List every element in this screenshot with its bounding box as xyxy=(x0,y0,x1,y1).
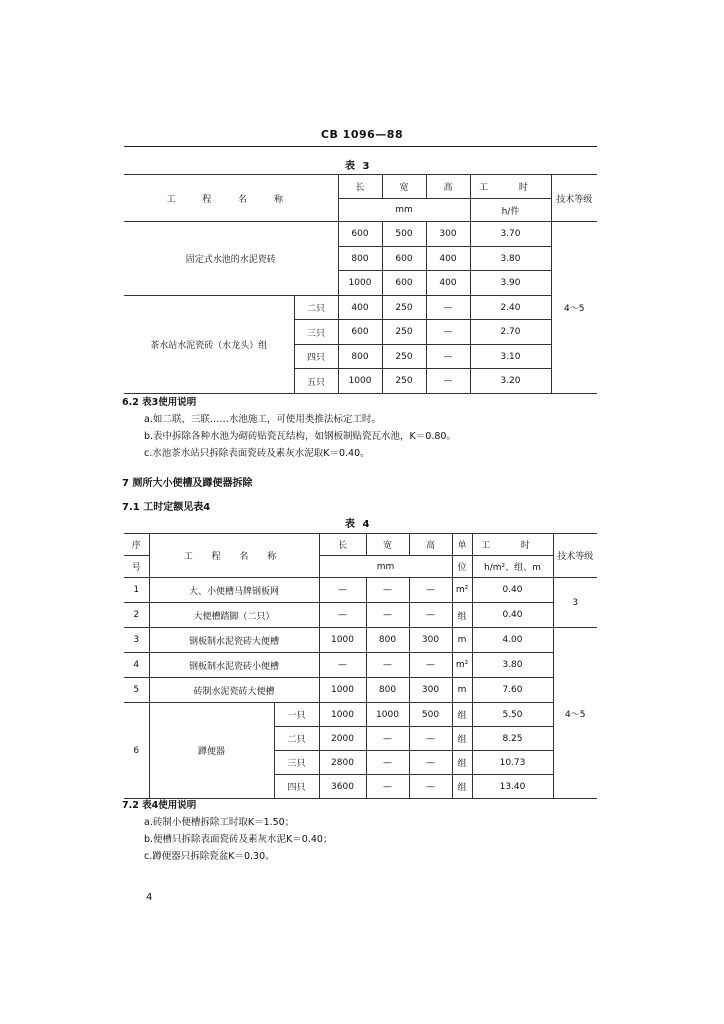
t4-cell: — xyxy=(366,751,409,775)
t3-cell: 600 xyxy=(338,320,382,345)
t4-head-hgt: 高 xyxy=(409,534,452,556)
table3-caption: 表 3 xyxy=(345,161,372,172)
t3-head-len: 长 xyxy=(338,175,382,199)
t4-name: 钢板制水泥瓷砖小便槽 xyxy=(149,653,319,678)
t3-cell: 3.70 xyxy=(470,222,551,247)
t4-no: 2 xyxy=(124,603,149,628)
note-7-2-a: a.砖制小便槽拆除工时取K＝1.50； xyxy=(144,817,295,828)
t3-cell: 600 xyxy=(382,271,426,296)
t3-cell: 600 xyxy=(382,247,426,271)
t4-cell: 0.40 xyxy=(472,578,553,603)
t3-cell: 400 xyxy=(426,271,470,296)
t4-unit: 组 xyxy=(452,751,472,775)
t4-cell: 1000 xyxy=(366,703,409,727)
t4-cell: 300 xyxy=(409,628,452,653)
notes-6-2-title: 6.2 表3使用说明 xyxy=(122,397,197,408)
t4-cell: — xyxy=(366,775,409,799)
t3-head-hours: 工 时 xyxy=(470,175,551,199)
t3-cell: — xyxy=(426,369,470,394)
t4-cell: 1000 xyxy=(319,628,366,653)
t4-head-grade: 技术等级 xyxy=(553,534,597,578)
t4-head-unit2: 位 xyxy=(452,556,472,578)
t3-cell: 1000 xyxy=(338,369,382,394)
t4-cell: 5.50 xyxy=(472,703,553,727)
t4-head-wid: 宽 xyxy=(366,534,409,556)
t4-no: 3 xyxy=(124,628,149,653)
t4-head-len: 长 xyxy=(319,534,366,556)
t3-cell: 250 xyxy=(382,345,426,369)
t4-sub: 三只 xyxy=(274,751,319,775)
note-7-2-c: c.蹲便器只拆除瓷盆K＝0.30。 xyxy=(144,851,275,862)
notes-7-2 xyxy=(122,797,332,865)
t4-sub: 四只 xyxy=(274,775,319,799)
t4-head-seq1: 序 xyxy=(124,534,149,556)
t4-cell: 3.80 xyxy=(472,653,553,678)
t3-sub: 二只 xyxy=(294,296,338,320)
t4-no: 5 xyxy=(124,678,149,703)
t4-sub: 二只 xyxy=(274,727,319,751)
t3-group1-name: 固定式水池的水泥瓷砖 xyxy=(124,222,338,296)
notes-7-2-title: 7.2 表4使用说明 xyxy=(122,800,197,811)
t4-head-hours-unit: h/m²、组、m xyxy=(472,556,553,578)
t4-cell: 500 xyxy=(409,703,452,727)
t4-no: 1 xyxy=(124,578,149,603)
t3-cell: 2.40 xyxy=(470,296,551,320)
note-6-2-a: a.如二联、三联……水池施工，可使用类推法标定工时。 xyxy=(144,414,381,425)
t4-cell: 800 xyxy=(366,628,409,653)
note-6-2-c: c.水池茶水站只拆除表面瓷砖及素灰水泥取K＝0.40。 xyxy=(144,448,370,459)
t4-cell: 800 xyxy=(366,678,409,703)
t3-head-grade: 技术等级 xyxy=(551,175,597,222)
t4-cell: 0.40 xyxy=(472,603,553,628)
t4-head-hours: 工 时 xyxy=(472,534,553,556)
t3-cell: 3.20 xyxy=(470,369,551,394)
t3-cell: 500 xyxy=(382,222,426,247)
t3-cell: 800 xyxy=(338,247,382,271)
t3-group2-name: 茶水站水泥瓷砖（水龙头）组 xyxy=(124,296,294,394)
t4-cell: — xyxy=(366,653,409,678)
table-4 xyxy=(124,533,597,799)
t4-cell: — xyxy=(319,578,366,603)
t4-name: 砖制水泥瓷砖大便槽 xyxy=(149,678,319,703)
t4-head-name: 工 程 名 称 xyxy=(149,534,319,578)
t4-cell: — xyxy=(409,727,452,751)
t3-cell: 1000 xyxy=(338,271,382,296)
document-code-header: CB 1096—88 xyxy=(320,128,404,141)
t4-cell: — xyxy=(319,603,366,628)
t3-cell: 3.80 xyxy=(470,247,551,271)
t3-cell: — xyxy=(426,296,470,320)
t3-cell: 400 xyxy=(426,247,470,271)
t4-cell: 300 xyxy=(409,678,452,703)
t4-head-seq2: 号 xyxy=(124,556,149,578)
table-3 xyxy=(124,174,597,394)
t4-group6-name: 蹲便器 xyxy=(149,703,274,799)
table4-caption: 表 4 xyxy=(345,519,372,530)
t4-cell: — xyxy=(366,727,409,751)
t4-unit: m² xyxy=(452,578,472,603)
t4-name: 大便槽踏脚（二只） xyxy=(149,603,319,628)
t4-cell: 7.60 xyxy=(472,678,553,703)
t4-head-mm: mm xyxy=(319,556,452,578)
t3-cell: — xyxy=(426,345,470,369)
section-7-heading: 7 厕所大小便槽及蹲便器拆除 xyxy=(122,478,253,489)
note-6-2-b: b.表中拆除各种水池为砌砖贴瓷瓦结构，如钢板制贴瓷瓦水池，K＝0.80。 xyxy=(144,431,456,442)
t4-cell: 1000 xyxy=(319,703,366,727)
t4-cell: — xyxy=(319,653,366,678)
t4-head-unit1: 单 xyxy=(452,534,472,556)
t4-cell: 10.73 xyxy=(472,751,553,775)
t3-cell: 800 xyxy=(338,345,382,369)
t4-cell: — xyxy=(366,578,409,603)
t3-cell: 2.70 xyxy=(470,320,551,345)
t4-grade-a: 3 xyxy=(553,578,597,628)
t3-cell: 400 xyxy=(338,296,382,320)
t3-head-wid: 宽 xyxy=(382,175,426,199)
t3-cell: 300 xyxy=(426,222,470,247)
t3-cell: 600 xyxy=(338,222,382,247)
t4-cell: 13.40 xyxy=(472,775,553,799)
page-number: 4 xyxy=(146,892,153,903)
t4-name: 钢板制水泥瓷砖大便槽 xyxy=(149,628,319,653)
t4-unit: m xyxy=(452,678,472,703)
t4-cell: — xyxy=(409,775,452,799)
header-rule xyxy=(124,146,597,147)
t3-cell: 3.90 xyxy=(470,271,551,296)
t4-grade-b: 4～5 xyxy=(553,628,597,799)
t4-cell: — xyxy=(409,653,452,678)
t4-sub: 一只 xyxy=(274,703,319,727)
t4-no: 4 xyxy=(124,653,149,678)
t4-no: 6 xyxy=(124,703,149,799)
t3-head-mm: mm xyxy=(338,199,470,222)
t4-cell: 2800 xyxy=(319,751,366,775)
t4-unit: m² xyxy=(452,653,472,678)
t4-cell: — xyxy=(409,751,452,775)
t4-cell: 1000 xyxy=(319,678,366,703)
t4-unit: 组 xyxy=(452,727,472,751)
notes-6-2 xyxy=(122,394,456,462)
t4-name: 大、小便槽马牌钢板网 xyxy=(149,578,319,603)
t3-cell: — xyxy=(426,320,470,345)
section-7-1-heading: 7.1 工时定额见表4 xyxy=(122,502,211,513)
t4-cell: 3600 xyxy=(319,775,366,799)
t3-head-hgt: 高 xyxy=(426,175,470,199)
note-7-2-b: b.便槽只拆除表面瓷砖及素灰水泥K＝0.40； xyxy=(144,834,333,845)
t4-cell: — xyxy=(409,603,452,628)
t4-cell: 4.00 xyxy=(472,628,553,653)
t3-cell: 250 xyxy=(382,369,426,394)
t3-head-name: 工 程 名 称 xyxy=(124,175,338,222)
t3-cell: 250 xyxy=(382,296,426,320)
t3-head-hours-unit: h/件 xyxy=(470,199,551,222)
t4-unit: 组 xyxy=(452,603,472,628)
t3-cell: 250 xyxy=(382,320,426,345)
t4-unit: m xyxy=(452,628,472,653)
t3-grade-value: 4～5 xyxy=(551,222,597,394)
t4-unit: 组 xyxy=(452,703,472,727)
t3-sub: 五只 xyxy=(294,369,338,394)
t4-cell: — xyxy=(409,578,452,603)
t4-cell: 2000 xyxy=(319,727,366,751)
t4-cell: — xyxy=(366,603,409,628)
t4-unit: 组 xyxy=(452,775,472,799)
t3-sub: 三只 xyxy=(294,320,338,345)
t3-cell: 3.10 xyxy=(470,345,551,369)
t3-sub: 四只 xyxy=(294,345,338,369)
t4-cell: 8.25 xyxy=(472,727,553,751)
